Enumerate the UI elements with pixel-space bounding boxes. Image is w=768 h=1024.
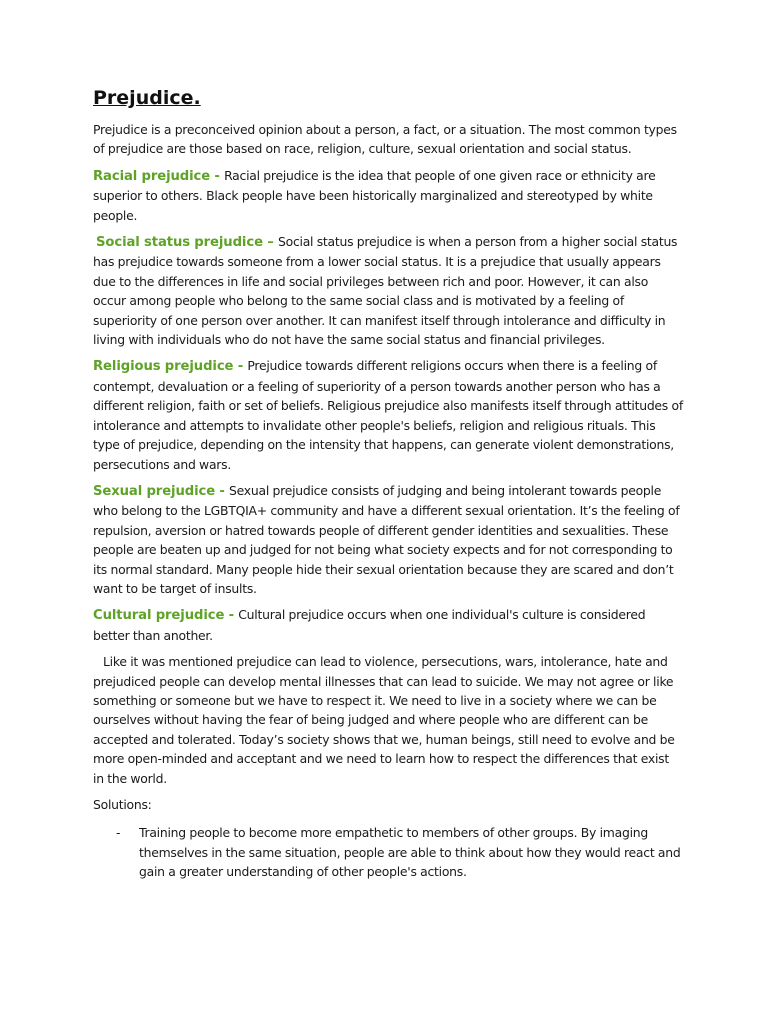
section-heading-social-status: Social status prejudice – bbox=[96, 235, 278, 251]
section-body-social-status: Social status prejudice is when a person from a higher social status has prejudice towards someone from a lower social status. It is a prejudice that usually appears due to the differences in life and social privileges between rich and poor. However, it can also occur among people who belong to the same social class and is motivated by a feeling of superiority of one person over another. It can manifest itself through intolerance and difficulty in living with individuals who do not have the same social status and financial privileges. bbox=[93, 234, 678, 348]
section-racial bbox=[93, 166, 683, 225]
conclusion-paragraph: Like it was mentioned prejudice can lead to violence, persecutions, wars, intolerance, hate and prejudiced people can develop mental illnesses that can lead to suicide. We may not agree or like something or someone but we have to respect it. We need to live in a society where we can be ourselves without having the fear of being judged and where people who are different can be accepted and tolerated. Today’s society shows that we, human beings, still need to evolve and be more open-minded and acceptant and we need to learn how to respect the differences that exist in the world. bbox=[93, 654, 675, 786]
section-body-sexual: Sexual prejudice consists of judging and being intolerant towards people who belong to the LGBTQIA+ community and have a different sexual orientation. It’s the feeling of repulsion, aversion or hatred towards people of different gender identities and sexualities. These people are beaten up and judged for not being what society expects and for not corresponding to its normal standard. Many people hide their sexual orientation because they are scared and don’t want to be target of insults. bbox=[93, 482, 680, 596]
intro-paragraph: Prejudice is a preconceived opinion about a person, a fact, or a situation. The most common types of prejudice are those based on race, religion, culture, sexual orientation and social status. bbox=[93, 122, 677, 157]
document-title: Prejudice. bbox=[93, 87, 201, 109]
section-heading-sexual: Sexual prejudice - bbox=[93, 483, 230, 499]
section-body-racial: Racial prejudice is the idea that people of one given race or ethnicity are superior to others. Black people have been historically marginalized and stereotyped by white people. bbox=[93, 167, 656, 223]
section-body-cultural: Cultural prejudice occurs when one individual's culture is considered better than another. bbox=[93, 607, 646, 643]
section-heading-cultural: Cultural prejudice - bbox=[93, 608, 239, 624]
section-religious bbox=[93, 356, 683, 473]
section-body-religious: Prejudice towards different religions occurs when there is a feeling of contempt, devaluation or a feeling of superiority of a person towards another person who has a different religion, faith or set of beliefs. Religious prejudice also manifests itself through attitudes of intolerance and attempts to invalidate other people's beliefs, religion and religious rituals. This type of prejudice, depending on the intensity that happens, can generate violent demonstrations, persecutions and wars. bbox=[93, 358, 683, 472]
solutions-label: Solutions: bbox=[93, 797, 152, 812]
solutions-list bbox=[93, 823, 683, 881]
section-social-status bbox=[93, 232, 683, 349]
list-item-text: Training people to become more empathetic to members of other groups. By imaging themselves in the same situation, people are able to think about how they would react and gain a greater understanding of other people's actions. bbox=[139, 825, 681, 880]
section-heading-religious: Religious prejudice - bbox=[93, 359, 248, 375]
section-heading-racial: Racial prejudice - bbox=[93, 168, 225, 184]
section-cultural bbox=[93, 605, 683, 645]
list-bullet: - bbox=[116, 825, 121, 841]
list-item bbox=[93, 823, 683, 881]
document-page bbox=[93, 86, 683, 882]
section-sexual bbox=[93, 481, 683, 598]
